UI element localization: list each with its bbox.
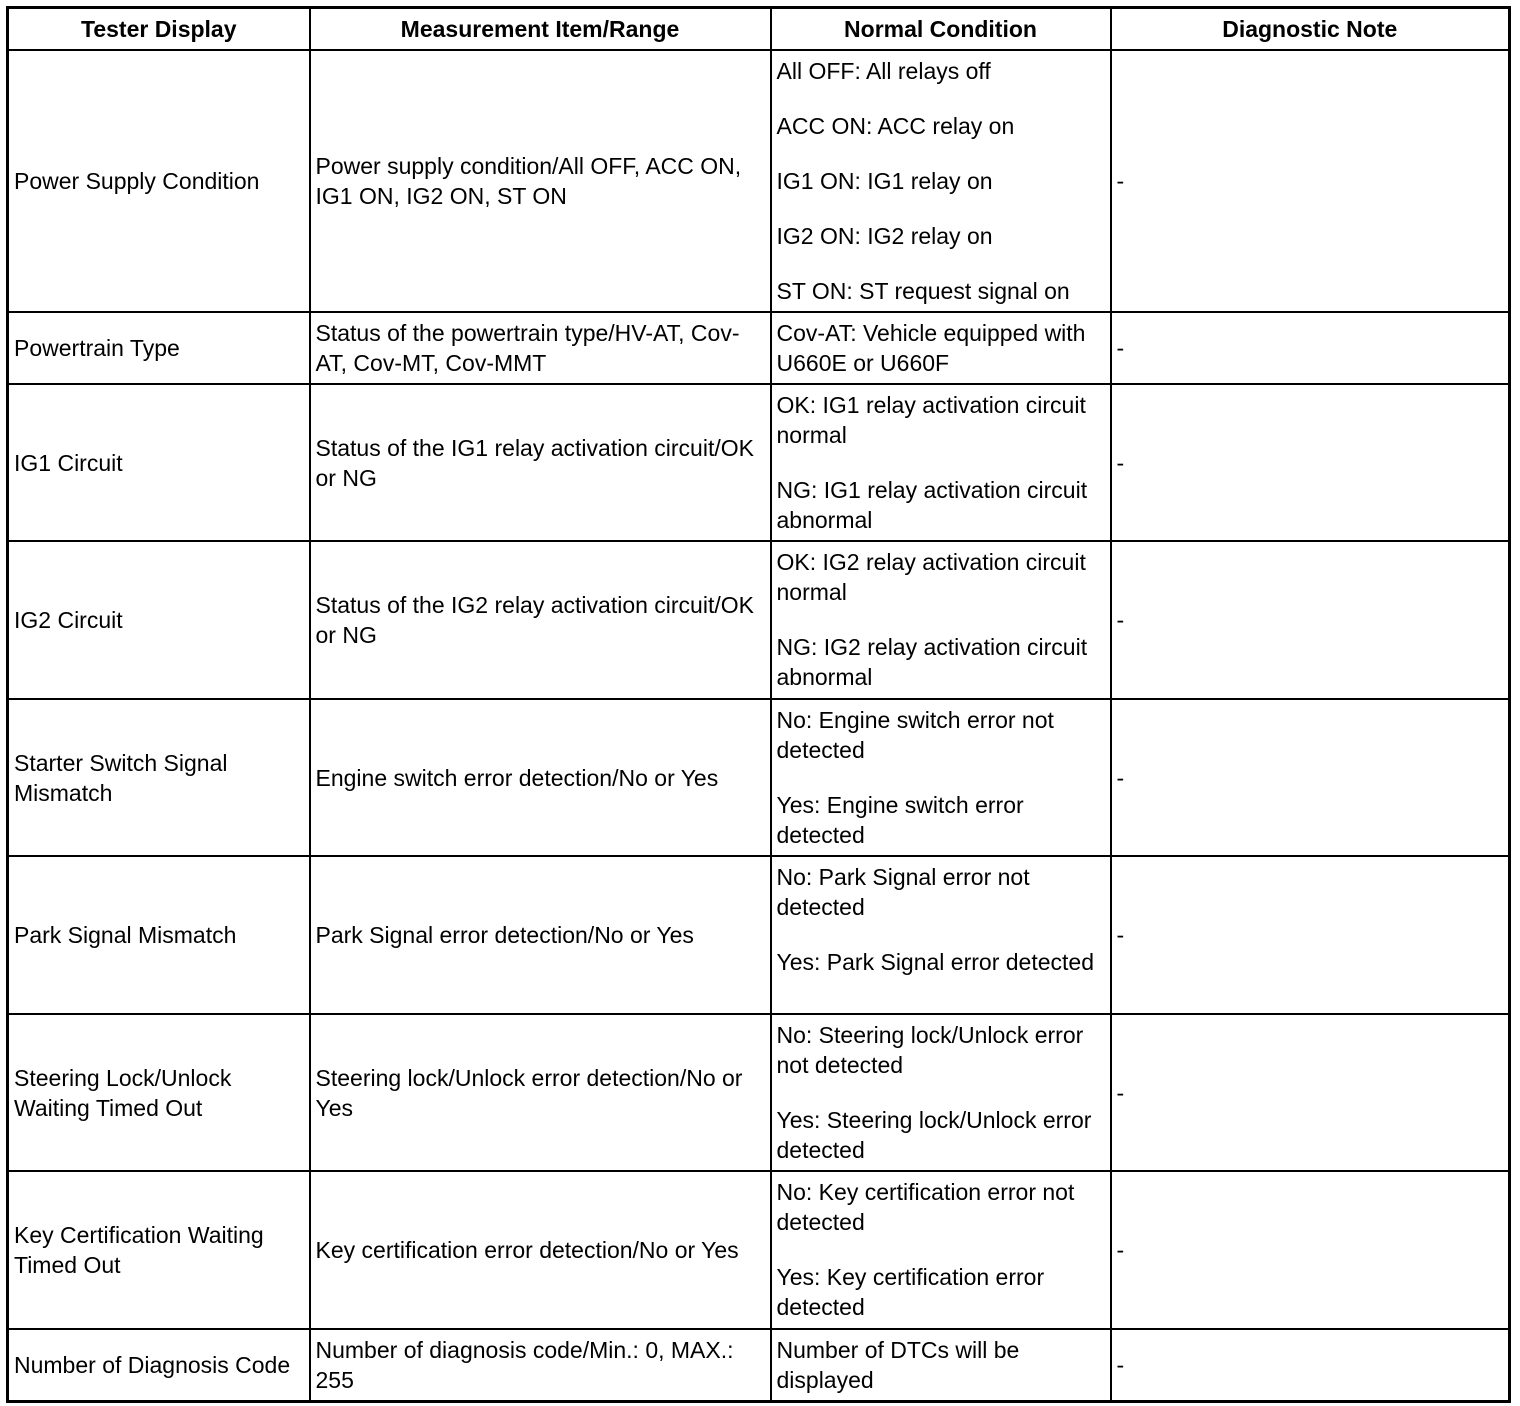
table-row bbox=[8, 541, 1510, 699]
cell-measurement-item: Status of the IG1 relay activation circuit/OK or NG bbox=[310, 384, 771, 541]
condition-line: Yes: Key certification error detected bbox=[776, 1264, 1045, 1320]
condition-line: No: Park Signal error not detected bbox=[776, 864, 1030, 920]
cell-tester-display: Key Certification Waiting Timed Out bbox=[8, 1171, 310, 1329]
table-body bbox=[8, 50, 1510, 1401]
cell-normal-condition bbox=[771, 1329, 1111, 1401]
cell-tester-display: Starter Switch Signal Mismatch bbox=[8, 699, 310, 856]
cell-diagnostic-note: - bbox=[1111, 1014, 1510, 1171]
cell-measurement-item: Park Signal error detection/No or Yes bbox=[310, 856, 771, 1014]
cell-tester-display: Number of Diagnosis Code bbox=[8, 1329, 310, 1401]
table-row bbox=[8, 699, 1510, 856]
cell-measurement-item: Power supply condition/All OFF, ACC ON, IG1 ON, IG2 ON, ST ON bbox=[310, 50, 771, 312]
header-diagnostic-note: Diagnostic Note bbox=[1111, 8, 1510, 51]
condition-line: No: Steering lock/Unlock error not detected bbox=[776, 1022, 1084, 1078]
header-row bbox=[8, 8, 1510, 51]
condition-line: Yes: Park Signal error detected bbox=[776, 949, 1094, 975]
cell-tester-display: IG2 Circuit bbox=[8, 541, 310, 699]
cell-normal-condition bbox=[771, 856, 1111, 1014]
cell-measurement-item: Steering lock/Unlock error detection/No or Yes bbox=[310, 1014, 771, 1171]
cell-diagnostic-note: - bbox=[1111, 541, 1510, 699]
cell-normal-condition bbox=[771, 1171, 1111, 1329]
table-row bbox=[8, 384, 1510, 541]
cell-measurement-item: Status of the powertrain type/HV-AT, Cov-AT, Cov-MT, Cov-MMT bbox=[310, 312, 771, 384]
condition-line: OK: IG1 relay activation circuit normal bbox=[776, 392, 1086, 448]
condition-line: ST ON: ST request signal on bbox=[776, 278, 1070, 304]
cell-diagnostic-note: - bbox=[1111, 856, 1510, 1014]
cell-normal-condition bbox=[771, 50, 1111, 312]
table-row bbox=[8, 1014, 1510, 1171]
cell-tester-display: Steering Lock/Unlock Waiting Timed Out bbox=[8, 1014, 310, 1171]
condition-line: Number of DTCs will be displayed bbox=[776, 1337, 1020, 1393]
cell-normal-condition bbox=[771, 541, 1111, 699]
condition-line: NG: IG2 relay activation circuit abnormal bbox=[776, 634, 1088, 690]
cell-diagnostic-note: - bbox=[1111, 384, 1510, 541]
condition-line: No: Engine switch error not detected bbox=[776, 707, 1054, 763]
cell-normal-condition bbox=[771, 699, 1111, 856]
data-list-table bbox=[6, 6, 1511, 1403]
cell-tester-display: Powertrain Type bbox=[8, 312, 310, 384]
condition-line: ACC ON: ACC relay on bbox=[776, 113, 1015, 139]
cell-measurement-item: Status of the IG2 relay activation circuit/OK or NG bbox=[310, 541, 771, 699]
cell-diagnostic-note: - bbox=[1111, 699, 1510, 856]
table-row bbox=[8, 1329, 1510, 1401]
cell-tester-display: IG1 Circuit bbox=[8, 384, 310, 541]
cell-normal-condition bbox=[771, 1014, 1111, 1171]
cell-normal-condition bbox=[771, 384, 1111, 541]
cell-diagnostic-note: - bbox=[1111, 1329, 1510, 1401]
condition-line: IG1 ON: IG1 relay on bbox=[776, 168, 993, 194]
table-row bbox=[8, 312, 1510, 384]
cell-measurement-item: Engine switch error detection/No or Yes bbox=[310, 699, 771, 856]
cell-normal-condition bbox=[771, 312, 1111, 384]
cell-diagnostic-note: - bbox=[1111, 312, 1510, 384]
condition-line: All OFF: All relays off bbox=[776, 58, 991, 84]
condition-line: OK: IG2 relay activation circuit normal bbox=[776, 549, 1086, 605]
cell-tester-display: Park Signal Mismatch bbox=[8, 856, 310, 1014]
header-normal-condition: Normal Condition bbox=[771, 8, 1111, 51]
table-row bbox=[8, 1171, 1510, 1329]
condition-line: Cov-AT: Vehicle equipped with U660E or U660F bbox=[776, 320, 1086, 376]
condition-line: Yes: Steering lock/Unlock error detected bbox=[776, 1107, 1092, 1163]
condition-line: No: Key certification error not detected bbox=[776, 1179, 1075, 1235]
cell-diagnostic-note: - bbox=[1111, 50, 1510, 312]
condition-line: IG2 ON: IG2 relay on bbox=[776, 223, 993, 249]
table-row bbox=[8, 856, 1510, 1014]
condition-line: Yes: Engine switch error detected bbox=[776, 792, 1024, 848]
cell-tester-display: Power Supply Condition bbox=[8, 50, 310, 312]
header-measurement-item: Measurement Item/Range bbox=[310, 8, 771, 51]
cell-measurement-item: Key certification error detection/No or Yes bbox=[310, 1171, 771, 1329]
table-row bbox=[8, 50, 1510, 312]
cell-diagnostic-note: - bbox=[1111, 1171, 1510, 1329]
condition-line: NG: IG1 relay activation circuit abnormal bbox=[776, 477, 1088, 533]
cell-measurement-item: Number of diagnosis code/Min.: 0, MAX.: 255 bbox=[310, 1329, 771, 1401]
header-tester-display: Tester Display bbox=[8, 8, 310, 51]
